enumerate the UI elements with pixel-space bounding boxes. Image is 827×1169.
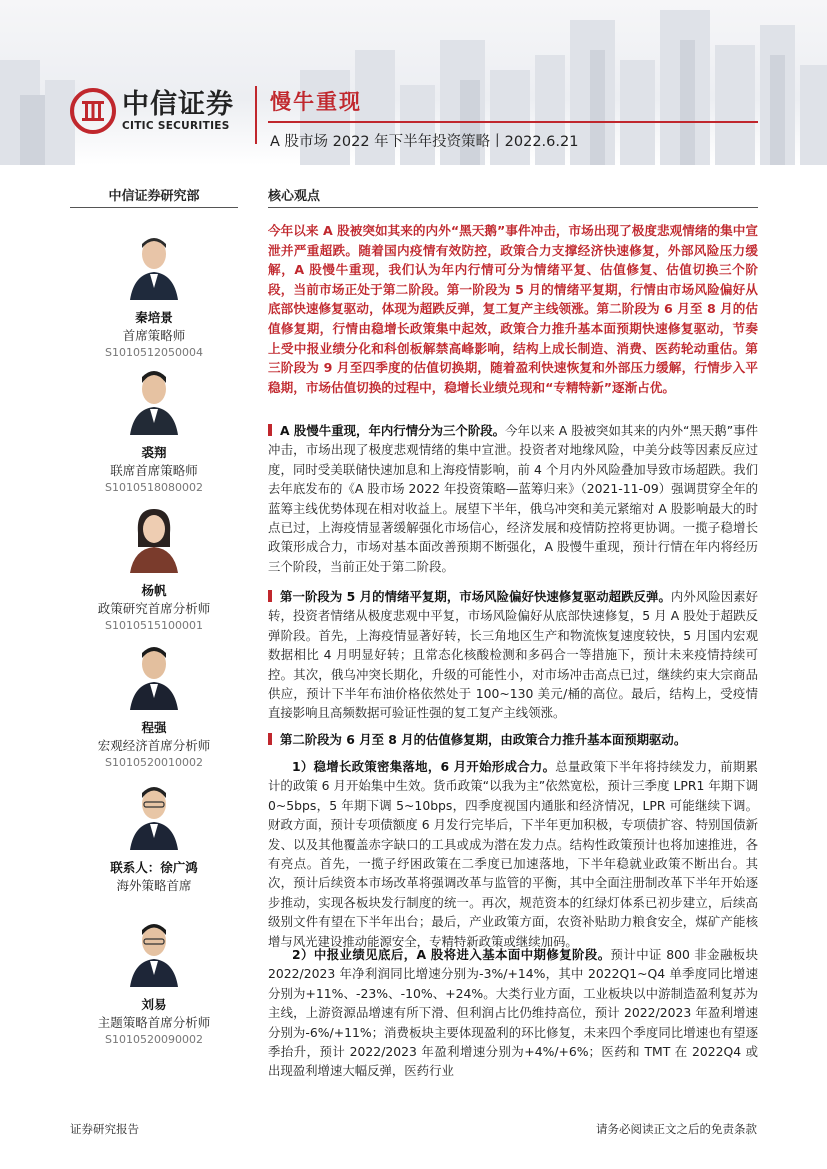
- paragraph-text: 总量政策下半年将持续发力，前期累计的政策 6 月开始集中生效。货币政策“以我为主”依然宽松，预计三季度 LPR1 年期下调 0~5bps，5 年期下调 5~10bps，四季度视国内通胀和经济情况，LPR 可能继续下调。财政方面，预计专项债额度 6 月发行完毕后，下半年更加积极，专项债扩容、特别国债新发、以及其他覆盖赤字缺口的工具或成为潜在发力点。结构性政策预计也将加速推进，各有亮点。首先，一揽子纾困政策在二季度已加速落地，下半年稳就业政策不断出台。其次，预计后续资本市场改革将强调改革与监管的平衡，其中全面注册制改革下半年开始逐步推动，实现各板块发行制度的统一。再次，规范资本的红绿灯体系已初步建立，后续高级别文件有望在下半年出台；最后，产业政策方面，农资补贴助力粮食安全，煤矿产能核增与风光建设推动能源安全，专精特新政策或继续加码。: [268, 759, 759, 949]
- citic-logo: [70, 88, 234, 134]
- paragraph-text: 预计中证 800 非金融板块 2022/2023 年净利润同比增速分别为-3%/+14%，其中 2022Q1~Q4 单季度同比增速分别为+11%、-23%、-10%、+24%。大类行业方面，工业板块以中游制造盈利复苏为主线，上游资源品增速有所下滑、但利润占比仍维持高位，预计 2022/2023 年盈利增速分别为-6%/+11%；消费板块主要体现盈利的环比修复，未来四个季度同比增速也有望逐季抬升，预计 2022/2023 年盈利增速分别为+4%/+6%；医药和 TMT 在 2022Q4 或出现盈利增速大幅反弹，医药行业: [268, 947, 759, 1079]
- bullet-marker: [268, 590, 272, 602]
- analyst-role: 首席策略师: [122, 328, 186, 343]
- analyst-license-id: S1010512050004: [105, 346, 203, 359]
- title-rule: [268, 121, 758, 123]
- analyst-name: 刘易: [141, 997, 167, 1012]
- section-title: 核心观点: [268, 189, 321, 204]
- analyst-card: [70, 917, 238, 1046]
- paragraph-lead: 1）稳增长政策密集落地，6 月开始形成合力。: [292, 759, 556, 774]
- paragraph-lead: 2）中报业绩见底后，A 股将进入基本面中期修复阶段。: [292, 947, 611, 962]
- paragraph-lead: 第一阶段为 5 月的情绪平复期，市场风险偏好快速修复驱动超跌反弹。: [280, 589, 671, 604]
- analyst-role: 主题策略首席分析师: [97, 1015, 211, 1030]
- body-paragraph: [268, 730, 758, 749]
- footer-disclaimer-note: 请务必阅读正文之后的免责条款: [596, 1122, 757, 1136]
- analyst-role: 宏观经济首席分析师: [97, 738, 211, 753]
- bullet-marker: [268, 733, 272, 745]
- logo-chinese-name: 中信证券: [122, 89, 234, 120]
- report-subtitle: A 股市场 2022 年下半年投资策略丨2022.6.21: [270, 134, 579, 150]
- summary-paragraph: 今年以来 A 股被突如其来的内外“黑天鹅”事件冲击，市场出现了极度悲观情绪的集中宣泄并严重超跌。随着国内疫情有效防控，政策合力支撑经济快速修复，外部风险压力缓解，A 股慢牛重现，我们认为年内行情可分为情绪平复、估值修复、估值切换三个阶段，当前市场正处于第二阶段。第一阶段为 5 月的情绪平复期，行情由市场风险偏好从底部快速修复驱动，体现为超跌反弹，复工复产主线领涨。第二阶段为 6 月至 8 月的估值修复期，行情由稳增长政策集中起效，政策合力推升基本面预期快速修复驱动，节奏上受中报业绩分化和科创板解禁高峰影响，结构上成长制造、消费、医药轮动重估。第三阶段为 9 月至四季度的估值切换期，随着盈利快速恢复和外部压力缓解，行情步入平稳期，市场估值切换的过程中，稳增长业绩兑现和“专精特新”逐渐占优。: [268, 223, 758, 395]
- analyst-role: 政策研究首席分析师: [97, 601, 211, 616]
- analyst-license-id: S1010518080002: [105, 481, 203, 494]
- department-name: 中信证券研究部: [108, 189, 200, 204]
- bullet-marker: [268, 424, 272, 436]
- paragraph-lead: 第二阶段为 6 月至 8 月的估值修复期，由政策合力推升基本面预期驱动。: [280, 732, 687, 747]
- report-header: [0, 0, 827, 165]
- analyst-name: 程强: [141, 720, 167, 735]
- analyst-role: 海外策略首席: [116, 878, 192, 893]
- paragraph-text: 内外风险因素好转，投资者情绪从极度悲观中平复，市场风险偏好从底部快速修复，5 月 A 股处于超跌反弹阶段。首先，上海疫情显著好转，长三角地区生产和物流恢复速度较快，5 月国内宏观数据相比 4 月明显好转；且常态化核酸检测和多码合一等措施下，预计未来疫情持续可控。其次，俄乌冲突长期化，升级的可能性小，对市场冲击高点已过，继续约束大宗商品供应，预计下半年布油价格依然处于 100~130 美元/桶的高位。最后，结构上，受疫情直接影响且高频数据可验证性强的复工复产主线领涨。: [268, 589, 759, 721]
- analyst-photo: [126, 780, 182, 850]
- analyst-card: [70, 780, 238, 893]
- department-rule: [70, 207, 238, 208]
- analyst-photo: [126, 640, 182, 710]
- analyst-license-id: S1010520090002: [105, 1033, 203, 1046]
- analyst-card: [70, 230, 238, 359]
- analyst-role: 联席首席策略师: [110, 463, 198, 478]
- body-paragraph: [268, 587, 758, 723]
- analyst-photo: [126, 230, 182, 300]
- analyst-card: [70, 640, 238, 769]
- analyst-card: [70, 365, 238, 494]
- citic-logo-icon: [70, 88, 116, 134]
- logo-english-name: CITIC SECURITIES: [122, 120, 230, 132]
- analyst-photo: [126, 917, 182, 987]
- title-divider: [255, 86, 257, 144]
- body-subparagraph: [268, 945, 758, 1081]
- analyst-name: 秦培景: [135, 310, 173, 325]
- analyst-name: 杨帆: [141, 583, 167, 598]
- analyst-card: [70, 503, 238, 632]
- analyst-photo: [126, 365, 182, 435]
- footer-report-type: 证券研究报告: [70, 1122, 139, 1136]
- analyst-license-id: S1010515100001: [105, 619, 203, 632]
- analyst-license-id: S1010520010002: [105, 756, 203, 769]
- analyst-sidebar: [70, 185, 238, 1046]
- paragraph-text: 今年以来 A 股被突如其来的内外“黑天鹅”事件冲击，市场出现了极度悲观情绪的集中宣泄。投资者对地缘风险，中美分歧等因素反应过度，同时受美联储快速加息和上海疫情影响，前 4 个月内外风险叠加导致市场超跌。我们去年底发布的《A 股市场 2022 年投资策略—蓝筹归来》（2021-11-09）强调贯穿全年的蓝筹主线优势体现在相对收益上。展望下半年，俄乌冲突和美元紧缩对 A 股影响最大的时点已过，上海疫情显著缓解强化市场信心，经济发展和疫情防控将更协调。一揽子稳增长政策形成合力，市场对基本面改善预期不断强化，A 股慢牛重现，预计行情在年内将经历三个阶段，当前正处于第二阶段。: [268, 423, 758, 574]
- body-paragraph: [268, 421, 758, 576]
- contact-name: 联系人：徐广鸿: [110, 860, 198, 875]
- section-rule: [268, 207, 758, 208]
- body-subparagraph: [268, 757, 758, 951]
- report-title: 慢牛重现: [270, 90, 362, 114]
- paragraph-lead: A 股慢牛重现，年内行情分为三个阶段。: [280, 423, 506, 438]
- analyst-photo: [126, 503, 182, 573]
- core-views-section: [268, 185, 759, 1079]
- analyst-name: 裘翔: [141, 445, 167, 460]
